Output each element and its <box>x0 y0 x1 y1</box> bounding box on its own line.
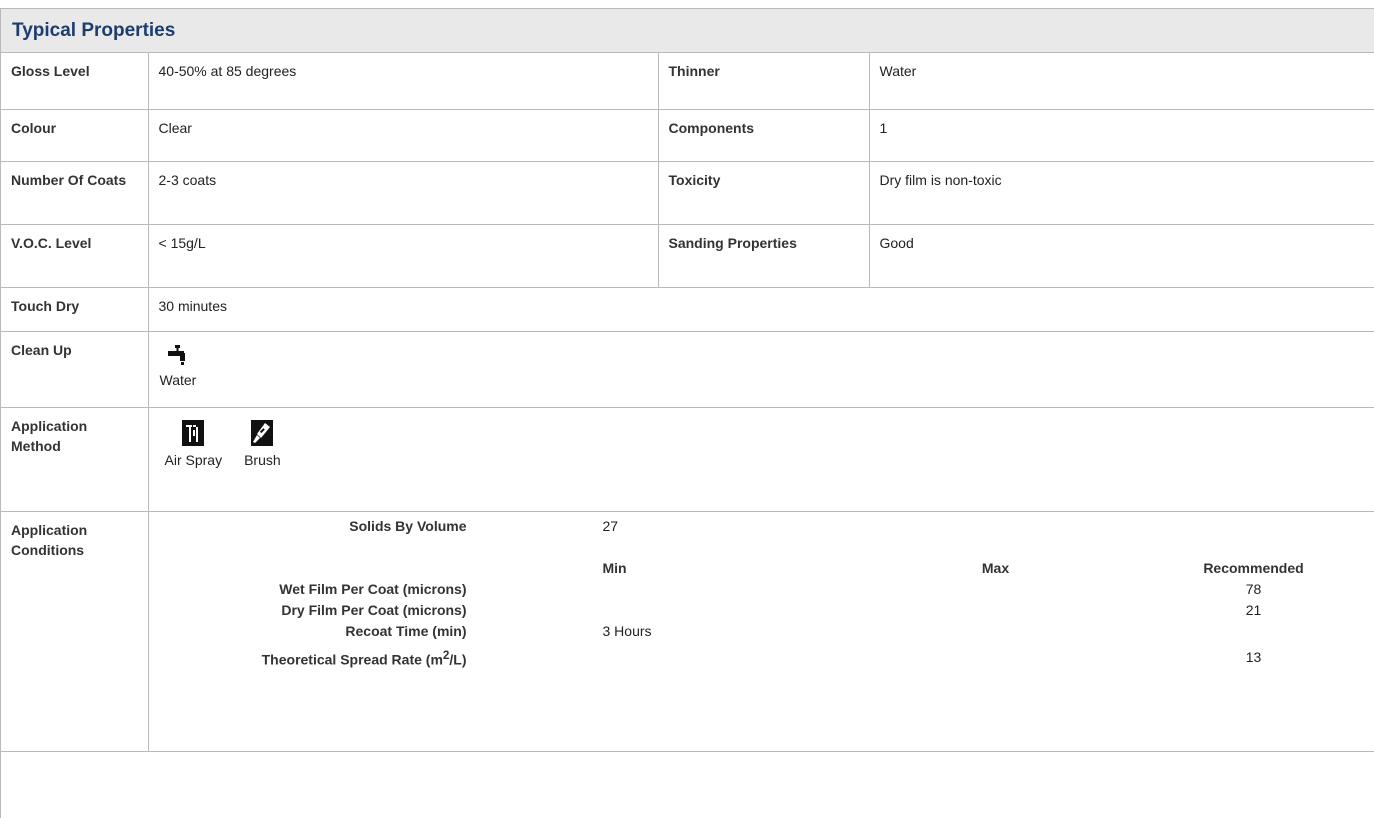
colour-label: Colour <box>1 109 148 161</box>
toxicity-value: Dry film is non-toxic <box>869 161 1374 224</box>
wet-film-label: Wet Film Per Coat (microns) <box>279 580 467 597</box>
spread-rate-max <box>853 642 1139 674</box>
gloss-level-label: Gloss Level <box>1 53 148 109</box>
water-tap-icon <box>167 344 189 366</box>
thinner-value: Water <box>869 53 1374 109</box>
conditions-header-row <box>149 558 1369 579</box>
application-conditions-value <box>148 511 1374 751</box>
application-method-value <box>148 407 1374 511</box>
voc-level-label: V.O.C. Level <box>1 224 148 287</box>
voc-level-value: < 15g/L <box>148 224 658 287</box>
solids-by-volume-label: Solids By Volume <box>349 517 467 534</box>
row-touch-dry <box>1 287 1374 331</box>
dry-film-label: Dry Film Per Coat (microns) <box>281 601 467 618</box>
application-method-list <box>165 420 1373 470</box>
recoat-max <box>853 621 1139 642</box>
conditions-table <box>149 516 1369 674</box>
sanding-properties-value: Good <box>869 224 1374 287</box>
touch-dry-label: Touch Dry <box>1 287 148 331</box>
number-of-coats-label: Number Of Coats <box>1 161 148 224</box>
row-application-conditions <box>1 511 1374 751</box>
row-colour-components <box>1 109 1374 161</box>
components-label: Components <box>658 109 869 161</box>
clean-up-label: Clean Up <box>1 331 148 407</box>
section-header <box>1 9 1374 53</box>
dry-film-max <box>853 600 1139 621</box>
spread-rate-min <box>603 642 853 674</box>
recoat-row <box>149 621 1369 642</box>
column-max-header: Max <box>981 559 1010 576</box>
thinner-label: Thinner <box>658 53 869 109</box>
recoat-label: Recoat Time (min) <box>345 622 467 639</box>
row-coats-toxicity <box>1 161 1374 224</box>
toxicity-label: Toxicity <box>658 161 869 224</box>
gloss-level-value: 40-50% at 85 degrees <box>148 53 658 109</box>
row-clean-up <box>1 331 1374 407</box>
method-brush <box>244 420 281 470</box>
wet-film-recommended: 78 <box>1245 580 1262 597</box>
clean-up-value <box>148 331 1374 407</box>
column-min-header: Min <box>602 559 627 576</box>
method-brush-label: Brush <box>244 451 281 468</box>
touch-dry-value: 30 minutes <box>148 287 1374 331</box>
wet-film-max <box>853 579 1139 600</box>
method-air-spray <box>165 420 223 470</box>
dry-film-row <box>149 600 1369 621</box>
sanding-properties-label: Sanding Properties <box>658 224 869 287</box>
properties-table <box>1 53 1374 752</box>
row-voc-sanding <box>1 224 1374 287</box>
clean-up-water <box>160 344 197 390</box>
application-conditions-label: Application Conditions <box>1 511 148 751</box>
spread-rate-recommended: 13 <box>1245 649 1262 665</box>
solids-by-volume-value: 27 <box>602 517 619 534</box>
section-title: Typical Properties <box>12 19 176 41</box>
typical-properties-panel <box>0 8 1374 818</box>
column-recommended-header: Recommended <box>1203 559 1304 576</box>
number-of-coats-value: 2-3 coats <box>148 161 658 224</box>
components-value: 1 <box>869 109 1374 161</box>
wet-film-min <box>603 579 853 600</box>
method-air-spray-label: Air Spray <box>164 451 223 468</box>
dry-film-recommended: 21 <box>1245 601 1262 618</box>
colour-value: Clear <box>148 109 658 161</box>
dry-film-min <box>603 600 853 621</box>
row-application-method <box>1 407 1374 511</box>
conditions-solids-row <box>149 516 1369 537</box>
application-method-label: Application Method <box>1 407 148 511</box>
air-spray-icon <box>182 420 204 446</box>
spread-rate-row <box>149 642 1369 674</box>
recoat-min: 3 Hours <box>602 622 652 639</box>
clean-up-water-label: Water <box>159 371 197 388</box>
spread-rate-label: Theoretical Spread Rate $(m^2/L)$ <box>261 648 467 668</box>
recoat-recommended <box>1139 621 1369 642</box>
row-gloss-thinner <box>1 53 1374 109</box>
brush-icon <box>251 420 273 446</box>
wet-film-row <box>149 579 1369 600</box>
